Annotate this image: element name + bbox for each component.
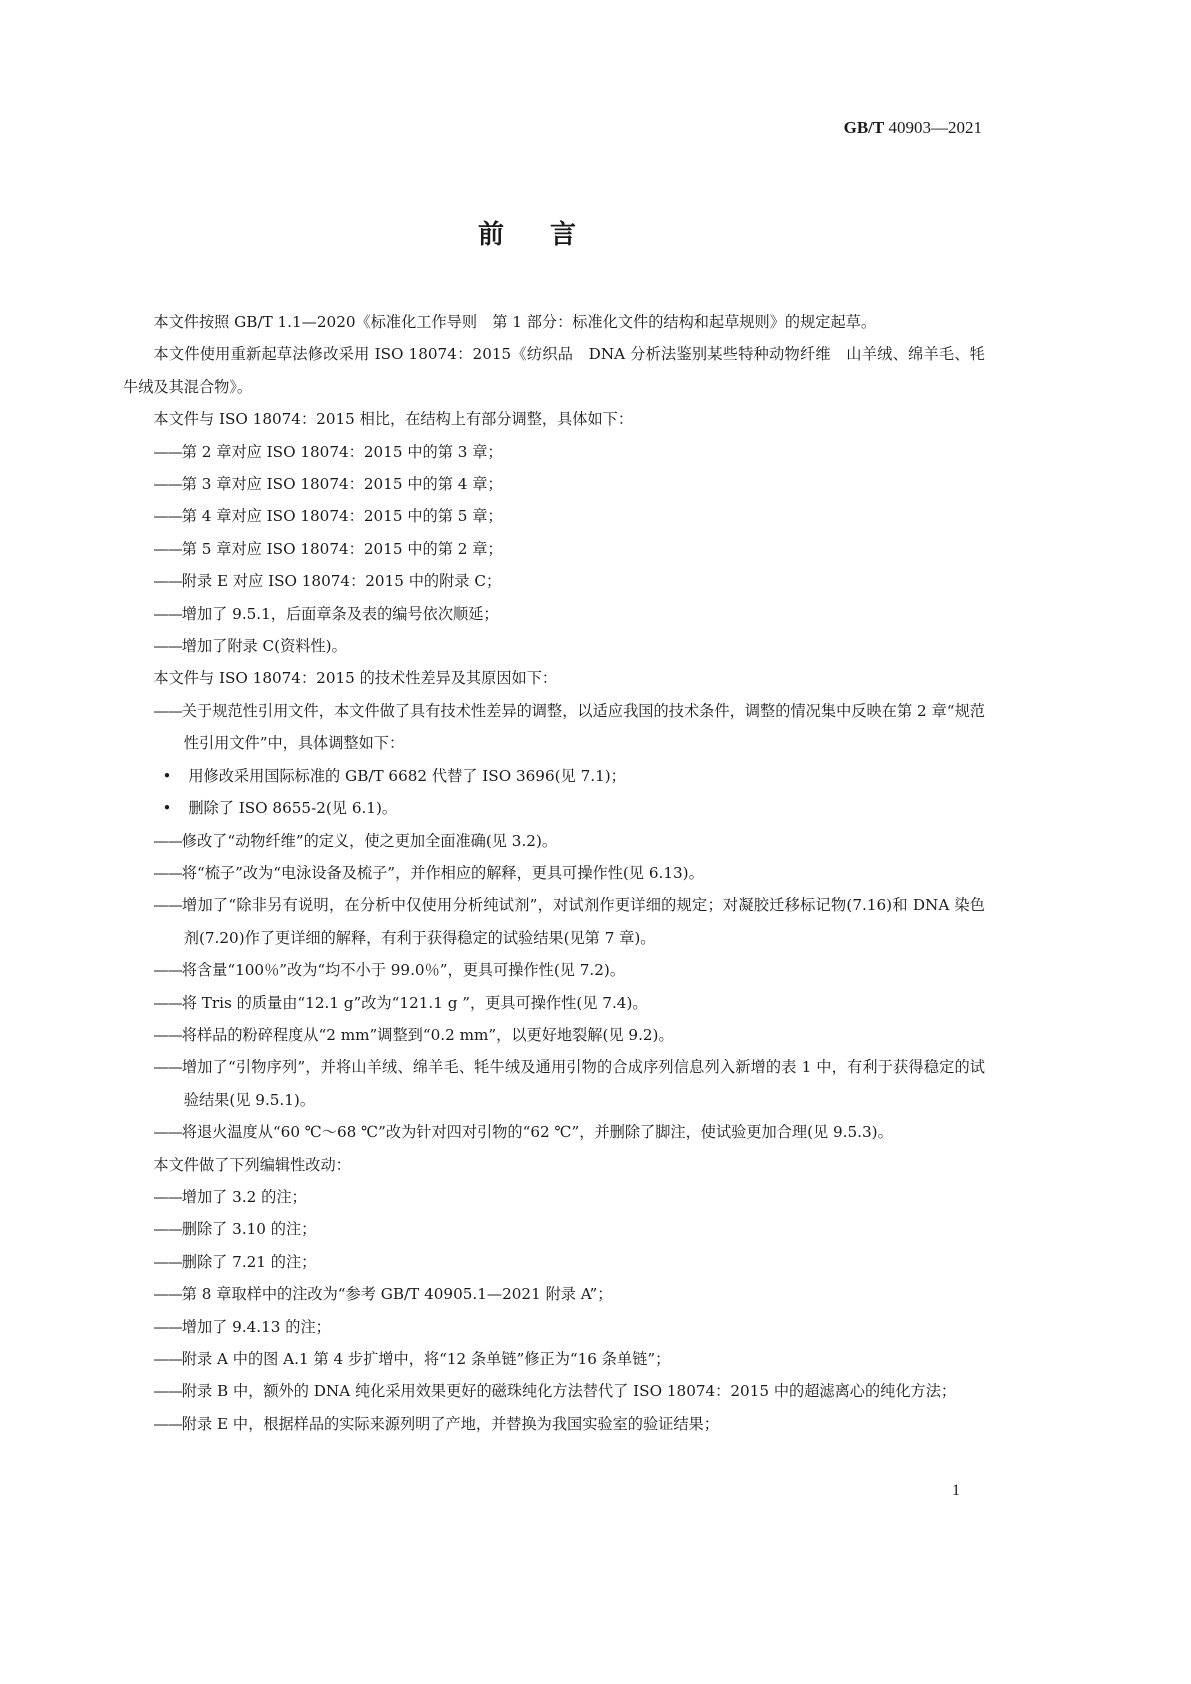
- list-item: ——附录 E 中，根据样品的实际来源列明了产地，并替换为我国实验室的验证结果；: [153, 1414, 719, 1433]
- list-item: ——增加了“除非另有说明，在分析中仅使用分析纯试剂”，对试剂作更详细的规定；对凝胶迁移标记物(7.16)和 DNA 染色剂(7.20)作了更详细的解释，有利于获得稳定的试验结果(见第 7 章)。: [153, 896, 985, 947]
- intro-paragraph: 本文件按照 GB/T 1.1—2020《标准化工作导则 第 1 部分：标准化文件的结构和起草规则》的规定起草。: [153, 313, 877, 331]
- page-title: 前言: [477, 220, 622, 250]
- list-item: ——删除了 3.10 的注；: [153, 1220, 317, 1239]
- bullet-icon: •: [162, 766, 172, 785]
- list-item: ——附录 A 中的图 A.1 第 4 步扩增中，将“12 条单链”修正为“16 条单链”；: [153, 1350, 671, 1368]
- list-item: ——将“梳子”改为“电泳设备及梳子”，并作相应的解释，更具可操作性(见 6.13)。: [153, 863, 704, 882]
- list-item: ——第 3 章对应 ISO 18074：2015 中的第 4 章；: [153, 475, 503, 494]
- list-item: ——增加了 9.5.1，后面章条及表的编号依次顺延；: [153, 604, 499, 623]
- standard-code: [844, 118, 982, 138]
- list-item: ——增加了 9.4.13 的注；: [153, 1317, 331, 1336]
- list-item: ——第 8 章取样中的注改为“参考 GB/T 40905.1—2021 附录 A”；: [153, 1285, 613, 1304]
- standard-number: 40903—2021: [888, 118, 982, 137]
- technical-differences-lead: 本文件与 ISO 18074：2015 的技术性差异及其原因如下：: [153, 669, 558, 688]
- list-item: ——将含量“100％”改为“均不小于 99.0％”，更具可操作性(见 7.2)。: [153, 961, 626, 980]
- bullet-item: • 删除了 ISO 8655-2(见 6.1)。: [123, 792, 985, 824]
- list-item: ——第 5 章对应 ISO 18074：2015 中的第 2 章；: [153, 539, 503, 558]
- page-number: 1: [952, 1482, 960, 1499]
- editorial-changes-list: [123, 1181, 985, 1440]
- list-item: ——增加了“引物序列”，并将山羊绒、绵羊毛、牦牛绒及通用引物的合成序列信息列入新增的表 1 中，有利于获得稳定的试验结果(见 9.5.1)。: [153, 1058, 985, 1109]
- list-item: ——增加了 3.2 的注；: [153, 1187, 307, 1206]
- list-item: ——将退火温度从“60 ℃～68 ℃”改为针对四对引物的“62 ℃”，并删除了脚注，使试验更加合理(见 9.5.3)。: [153, 1123, 893, 1142]
- technical-differences-list-cont: [123, 825, 985, 1149]
- structural-changes-list: [123, 436, 985, 663]
- standard-prefix: GB/T: [843, 118, 885, 137]
- technical-differences-list: [123, 695, 985, 760]
- document-body: [123, 306, 985, 1440]
- structural-changes-lead: 本文件与 ISO 18074：2015 相比，在结构上有部分调整，具体如下：: [153, 410, 634, 429]
- list-item: ——修改了“动物纤维”的定义，使之更加全面准确(见 3.2)。: [153, 831, 558, 850]
- list-item: ——增加了附录 C(资料性)。: [153, 637, 347, 656]
- bullet-item: • 用修改采用国际标准的 GB/T 6682 代替了 ISO 3696(见 7.1)；: [123, 760, 985, 792]
- list-item: ——第 2 章对应 ISO 18074：2015 中的第 3 章；: [153, 442, 503, 461]
- editorial-changes-lead: 本文件做了下列编辑性改动：: [153, 1155, 351, 1174]
- list-item: ——删除了 7.21 的注；: [153, 1252, 317, 1271]
- list-item: ——将 Tris 的质量由“12.1 g”改为“121.1 g ”，更具可操作性(见 7.4)。: [153, 993, 648, 1012]
- bullet-icon: •: [162, 799, 172, 818]
- list-item: ——第 4 章对应 ISO 18074：2015 中的第 5 章；: [153, 507, 503, 526]
- list-item: ——附录 E 对应 ISO 18074：2015 中的附录 C；: [153, 572, 502, 591]
- list-item: ——关于规范性引用文件，本文件做了具有技术性差异的调整，以适应我国的技术条件，调整的情况集中反映在第 2 章“规范性引用文件”中，具体调整如下：: [153, 701, 985, 753]
- list-item: ——附录 B 中，额外的 DNA 纯化采用效果更好的磁珠纯化方法替代了 ISO 18074：2015 中的超滤离心的纯化方法；: [153, 1382, 957, 1401]
- intro-paragraph: 本文件使用重新起草法修改采用 ISO 18074：2015《纺织品 DNA 分析法鉴别某些特种动物纤维 山羊绒、绵羊毛、牦牛绒及其混合物》。: [123, 345, 985, 396]
- list-item: ——将样品的粉碎程度从“2 mm”调整到“0.2 mm”，以更好地裂解(见 9.2)。: [153, 1025, 674, 1044]
